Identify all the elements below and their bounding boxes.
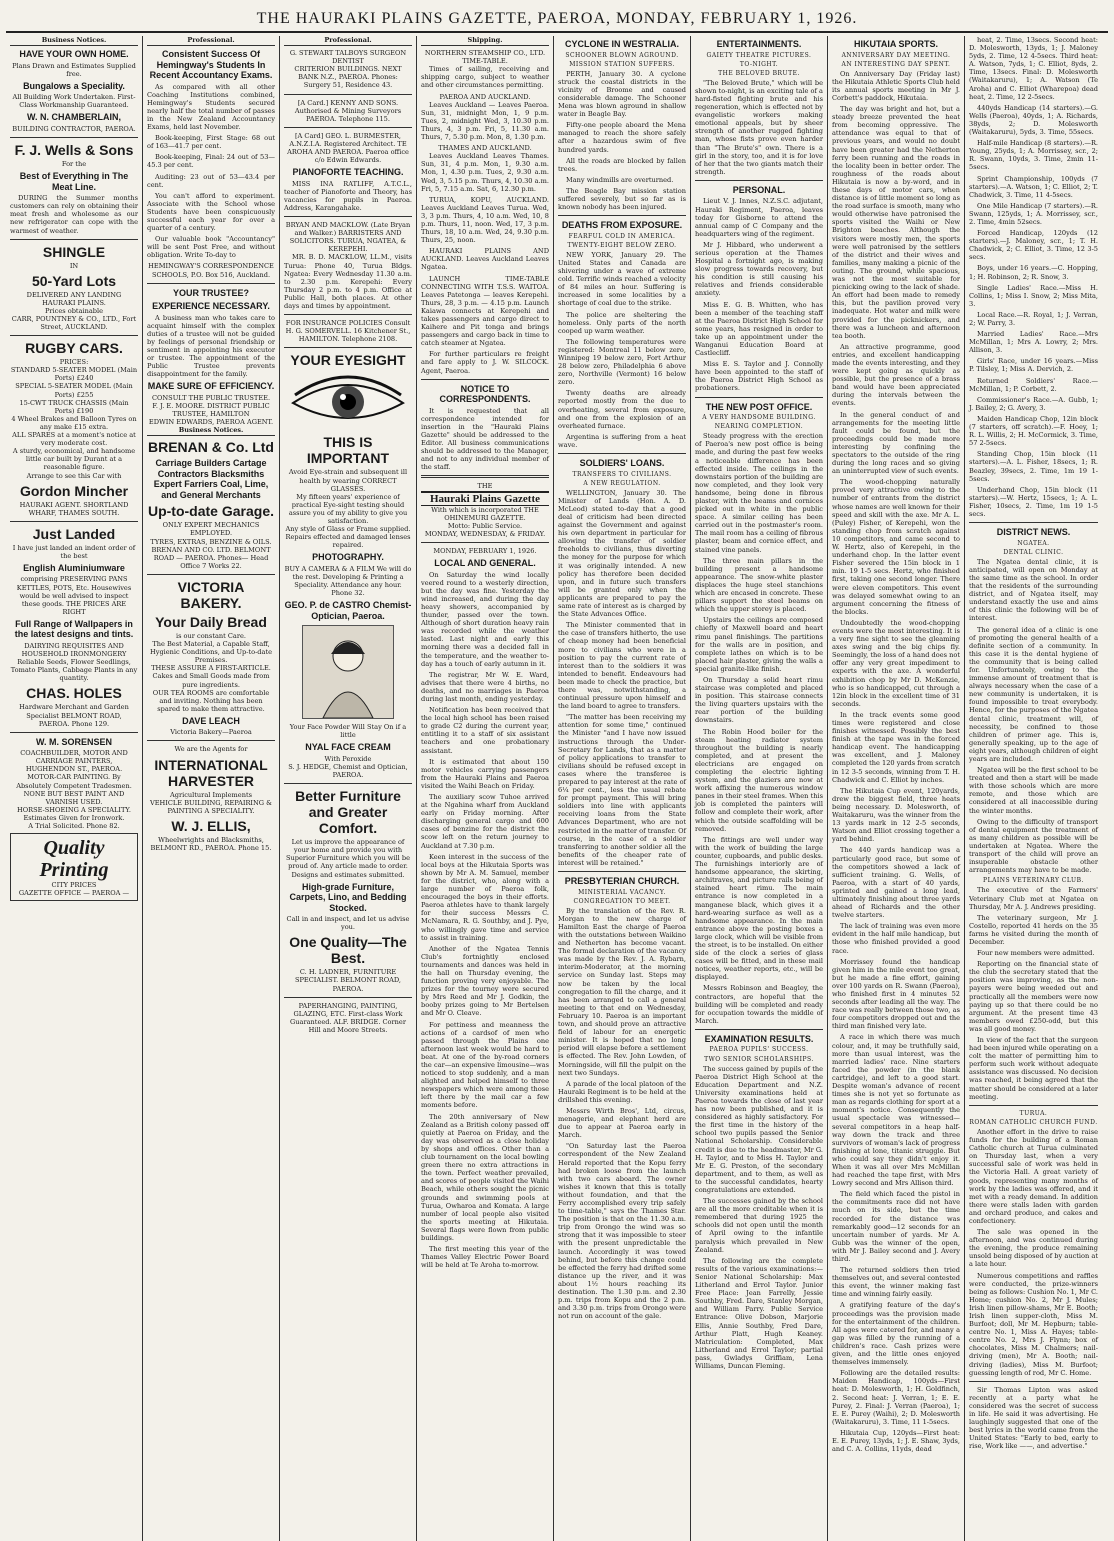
ad-text: HAURAKI AGENT. SHORTLAND WHARF, THAMES SOUTH. xyxy=(19,500,129,517)
article-text: Local Race.—R. Royal, 1; J. Verran, 2; W. Parry, 3. xyxy=(969,310,1098,327)
eye-illustration xyxy=(289,373,407,429)
ad-headline: Carriage Builders Cartage Contractors Blacksmiths Expert Farriers Coal, Lime, and General Merchants xyxy=(153,458,269,500)
article-text: Hikutaia Cup, 120yds—First heat: E. E. Purey, 13yds, 1; J. E. Shaw, 3yds, and C. A. Collins, 11yds, dead xyxy=(832,1428,960,1454)
lady-portrait-icon xyxy=(303,626,393,718)
article-text: "On Saturday last the Paeroa correspondent of the New Zealand Herald reported that the Kopu ferry had broken loose from the launch with two cars aboard. The owner wishes it known that this is totally without foundation, and that the Ferry accomplished every trip safely to time-table," says the Thames Star. The position is that on the 11.30 a.m. trip from Orongo the wind was so strong that it was impossible to steer with the present unpredictable the launch. Accordingly it was towed behind, but before this change could be effected the ferry had drifted some distance up the river, and it was about 1½ hours reaching its destination. The 1.30 p.m. and 2.30 p.m. trips from Kopu and the 2 p.m. and 3.30 p.m. trips from Orongo were not run on account of the gale. xyxy=(558,1142,686,1321)
article-subhead: SCHOONER BLOWN AGROUND. xyxy=(565,51,679,59)
article-text: Keen interest in the success of the local boys at the Hikutaia Sports was shown by Mr A. M. Samuel, member for the district, who, along with a large number of Paeroa folk, encouraged the boys in their efforts. Paeroa athletes have to thank largely for their success Messrs C. McNamara, R. G. Southby, and J. Pye, who willingly gave time and service to assist in training. xyxy=(421,852,549,942)
ad-text: FOR INSURANCE POLICIES Consult H. G. SOMERVELL. 16 Kitchener St., HAMILTON. Telephone 2108. xyxy=(285,319,411,344)
ad-text: comprising PRESERVING PANS KETTLES, POTS, Etc. Housewives would be well advised to inspect these goods. THE PRICES ARE RIGHT xyxy=(16,575,132,616)
ad-text: COACHBUILDER, MOTOR AND CARRIAGE PAINTERS, HUGHENDON ST., PAEROA. xyxy=(20,749,128,774)
article-text: Reporting on the financial state of the club the secretary stated that the position was improving, as the non-payers were being weeded out and practically all the members were now paying up so that there could be no argument. At the present time 43 members owed £250-odd, but this was all good money. xyxy=(969,960,1098,1033)
ad-text: HEMINGWAY'S CORRESPONDENCE SCHOOLS, P.O. Box 516, Auckland. xyxy=(148,262,274,279)
ad-text: Book-keeping, First Stage: 68 out of 163—41.7 per cent. xyxy=(147,134,275,151)
article-text: NEW YORK, January 29. The United States and Canada are shivering under a wave of extreme cold. Terrific winds reached a velocity of 84 miles an hour. Suffering is increased in some localities by a shortage of coal due to the strike. xyxy=(558,250,686,308)
article-text: The veterinary surgeon, Mr J. Costello, reported 41 herds on the 35 farms he visited during the month of December. xyxy=(969,913,1098,946)
column-professional-2 xyxy=(280,36,417,1541)
ad-headline: One Quality—The Best. xyxy=(289,934,407,967)
article-subhead: FEARFUL COLD IN AMERICA. xyxy=(568,232,676,240)
article-headline: CYCLONE IN WESTRALIA. xyxy=(565,39,679,49)
ad-text: Agricultural Implements xyxy=(169,790,252,799)
article-subhead: TRANSFERS TO CIVILIANS. xyxy=(572,470,672,478)
article-text: Following are the detailed results: Maiden Handicap, 100yds—First heat: D. Molesworth, 1; H. Goldfinch, 2. Second heat: J. Verran, 1; E. E. Purey, 2. Final: J. Verran (Paeroa), 1; E. E. Purey (Waihi), 2; D. Molesworth (Waitakaruru), 3. Time, 11 1-5secs. xyxy=(832,1369,960,1426)
ad-headline: W. M. SORENSEN xyxy=(35,736,112,747)
ad-text: MR. B. D. MACKLOW, LL.M., visits Turua: Phone 40, Turua Bldgs. Ngatea: Every Wednesday 11.30 a.m. to 2.30 p.m. Kerepehi: Every Thursday 2 p.m. to 4 p.m. Office at Public Hall, both places. At other days and times by appointment. xyxy=(284,253,412,311)
article-subhead: ANNIVERSARY DAY MEETING. xyxy=(841,51,951,59)
ad-headline: Gordon Mincher xyxy=(19,482,129,499)
ad-text: LAUNCH TIME-TABLE CONNECTING WITH T.S.S. WAITOA. Leaves Patetonga — leaves Kerepehi. Thurs, 28, 3 p.m. — 4.15 p.m. Launch Kaiawa connects at Kerepehi and takes passengers and cargo direct to Kaihere and Pit tonga and brings passengers and cargo back in time to catch steamer at Ngatea. xyxy=(421,274,549,348)
ad-headline: VICTORIA BAKERY. xyxy=(177,578,245,611)
ad-text: VEHICLE BUILDING, REPAIRING & PAINTING A SPECIALITY. xyxy=(149,798,273,815)
ad-text: Auditing: 23 out of 53—43.4 per cent. xyxy=(147,172,275,189)
article-text: The returned soldiers then tried themselves out, and several contested this event, the winner making fast time and winning fairly easily. xyxy=(832,1266,960,1299)
ad-headline: 50-Yard Lots xyxy=(31,272,117,289)
ad-text: Any style of Glass or Frame supplied. xyxy=(285,525,411,534)
article-text: Notification has been received that the local high school has been raised to grade C2 during the current year, entitling it to a staff of six assistant teachers and one probationary assistant. xyxy=(421,706,549,755)
article-subhead: GAIETY THEATRE PICTURES. xyxy=(706,51,812,59)
article-text: Sir Thomas Lipton was asked recently at a party what he considered was the secret of success in life. He said it was advertising. He laughingly suggested that one of the best lyrics in the world came from the United States: "Early to bed, early to rise, Work like ——, and advertise." xyxy=(969,1385,1098,1451)
article-text: The 20th anniversary of New Zealand as a British colony passed off quietly at Paeroa on Friday, and the day was observed as a close holiday by shops and offices. Other than a club tournament on the local bowling green there no extra attractions in the town. Perfect weather prevailed, and scores of people visited the Waihi Beach, while others sought the picnic grounds and swimming pools at Turua, Owharoa and Komata. A large number of local people also visited the sports meeting at Hikutaia. Several flags were flown from public buildings. xyxy=(421,1112,549,1242)
section-heading: Business Notices. xyxy=(147,426,275,436)
article-text: In the track events some good times were registered and close finishes witnessed. Possibly the best finish at the tape was in the forced handicap event. The handicapping was excellent, and J. Maloney completed the 120 yards from scratch in 12 3-5 seconds, winning from T. H. Chadwick and C. Elliot by inches. xyxy=(832,710,960,784)
column-professional xyxy=(143,36,280,1541)
article-text: heat, 2. Time, 13secs. Second heat: D. Molesworth, 13yds, 1; J. Maloney 5yds, 2. Time, 12 4-5secs. Third heat: A. Watson, 7yds, 1; C. Elliot, 8yds, 2. Time, 13secs. Final: D. Molesworth (Waitakaruru), 1; A. Watson (Te Aroha) and C. Elliot (Wharepoa) dead heat, 2. Time, 12 2-5secs. xyxy=(969,36,1098,101)
ad-text: All Building Work Undertaken. First-Class Workmanship Guaranteed. xyxy=(12,93,136,110)
article-text: Argentina is suffering from a heat wave. xyxy=(558,432,686,449)
article-text: An attractive programme, good entries, and excellent handicapping made the events interesting, and they were kept going as quickly as possible, but the presence of a brass band would have been appreciated during the intervals between the events. xyxy=(832,342,960,408)
article-text: On Anniversary Day (Friday last) the Hikutaia Athletic Sports Club held its annual sports meeting in Mr J. Corbett's paddock, Hikutaia. xyxy=(832,69,960,102)
masthead-line: With which is incorporated THE OHINEMURI GAZETTE. xyxy=(431,505,539,522)
ad-text: BRYAN AND MACKLOW. (Late Bryan and Walker.) BARRISTERS AND SOLICITORS. TURUA, NGATEA, & KEREPEHI. xyxy=(285,221,411,254)
article-text: Sprint Championship, 100yds (7 starters).—A. Watson, 1; C. Elliot, 2; T. Chadwick, 3. Time, 11 4-5secs. xyxy=(969,174,1098,199)
article-text: The first meeting this year of the Thames Valley Electric Power Board will be held at Te Aroha to-morrow. xyxy=(421,1245,549,1270)
article-subhead: A VERY HANDSOME BUILDING. xyxy=(702,414,816,422)
ad-text: My fifteen years' experience of practical Eye-sight testing should assure you of my ability to give you satisfaction. xyxy=(288,492,408,525)
article-text: Underhand Chop, 15in block (11 starters).—W. Hertz, 15secs, 1; A. L. Fisher, 10secs, 2. Time, 1m 19 1-5 secs. xyxy=(969,485,1098,518)
ad-text: ALL SPARES at a moment's notice at very moderate cost. xyxy=(12,431,136,448)
ad-text: Leaves Auckland — Leaves Paeroa. Sun, 31, midnight Mon, 1, 9 p.m. Tues, 2, midnight Wed, 3, 10.30 p.m. Thurs, 4, 3 p.m. Fri, 5, 11.30 a.m. Thurs, 7, 5.30 p.m. Mon, 8, 1.30 p.m. xyxy=(421,100,549,142)
ad-text: You can't afford to experiment. Associate with the School whose Students have been conspicuously successful each year for over a quarter of a century. xyxy=(147,191,275,233)
article-text: On Thursday a solid heart rimu staircase was completed and placed in position. This staircase connects the living quarters upstairs with the rear portion of the building downstairs. xyxy=(695,675,823,725)
article-text: A gratifying feature of the day's proceedings was the provision made for the entertainment of the children. All ages were catered for, and many a gap was filled by the running of a children's race. Cash prizes were given, and the little ones enjoyed themselves immensely. xyxy=(832,1301,960,1367)
article-text: 440yds Handicap (14 starters).—G. Wells (Paeroa), 40yds, 1; A. Richards, 38yds, 2; D. Molesworth (Waitakaruru), 5yds, 3. Time, 55secs. xyxy=(969,103,1098,137)
ad-headline: GEO. P. de CASTRO Chemist-Optician, Paeroa. xyxy=(284,600,412,621)
article-subhead: THE BELOVED BRUTE. xyxy=(718,69,800,77)
column-entertainments xyxy=(691,36,828,1541)
page-masthead: THE HAURAKI PLAINS GAZETTE, PAEROA, MONDAY, FEBRUARY 1, 1926. xyxy=(6,6,1108,33)
ad-text: With Peroxide xyxy=(324,754,372,763)
article-text: Morrissey found the handicap given him in the mile event too great, but he made a fine effort, gaining over 100 yards on R. Swann (Paeroa), who finished first in 4 minutes 52 seconds after leading all the way. The race was really between those two, as four competitors dropped out and the third man finished very late. xyxy=(832,957,960,1031)
article-headline: DEATHS FROM EXPOSURE. xyxy=(561,220,683,231)
article-text: The registrar, Mr W. E. Ward, advises that there were 4 births, no deaths, and no marriages in Paeroa during last month, ending yesterday. xyxy=(421,670,549,703)
article-subhead: TWENTY-EIGHT BELOW ZERO. xyxy=(567,241,677,249)
section-heading: Professional. xyxy=(284,36,412,46)
ad-text: CONSULT THE PUBLIC TRUSTEE. xyxy=(151,393,271,402)
masthead-line: THE xyxy=(477,482,493,491)
ad-headline: BRENAN & Co. Ltd xyxy=(148,439,274,456)
article-subhead: MINISTERIAL VACANCY. xyxy=(578,888,666,896)
ad-text: Prices obtainable xyxy=(44,306,104,315)
section-heading: Shipping. xyxy=(421,36,549,46)
ad-text: PAEROA AND AUCKLAND. xyxy=(439,92,531,101)
masthead-line: Motto: Public Service. xyxy=(447,521,523,530)
ad-text: DAIRYING REQUISITES AND HOUSEHOLD IRONMONGERY Reliable Seeds, Flower Seedlings, Tomato Plants, Cabbage Plants in any quantity. xyxy=(10,641,138,683)
columns xyxy=(6,36,1108,1541)
article-text: Boys, under 16 years.—C. Hopping, 1; H. Robinson, 2; R. Snow, 3. xyxy=(969,264,1098,281)
article-text: The Ngatea dental clinic, it is anticipated, will open on Monday at the same time as the school. In order that the residents of the surrounding district, and of Ngatea itself, may understand exactly the use and aims of this clinic the following will be of interest. xyxy=(969,557,1098,623)
ad-text: The Best Material, a Capable Staff, Hygienic Conditions, and Up-to-date Premises. xyxy=(149,640,273,665)
ad-headline: Your Daily Bread xyxy=(155,613,267,630)
article-text: Owing to the difficulty of transport of dental equipment the treatment of as many children as possible will be undertaken at Ngatea. Where the transport of the child will prove an insuperable obstacle other arrangements may have to be made. xyxy=(969,817,1098,875)
ad-headline: CHAS. HOLES xyxy=(26,685,122,702)
article-text: Ngatea will be the first school to be treated and then a start will be made with those schools which are more remote, and those which are considered at all inaccessible during the winter months. xyxy=(969,766,1098,815)
article-text: The 440 yards handicap was a particularly good race, but some of the competitors showed a lack of sufficient training. G. Wells, of Paeroa, with a start of 40 yards, sprinted and gained a long lead, ultimately finishing about three yards ahead of Richards and the other twelve starters. xyxy=(832,846,960,920)
section-headline: NOTICE TO CORRESPONDENTS. xyxy=(439,383,531,405)
ad-text: TURUA, KOPU, AUCKLAND. Leaves Auckland Leaves Turua. Wed, 3, 3 p.m. Thurs, 4, 10 a.m. Wed, 10, 8 p.m. Thurs, 11, noon. Wed, 17, 3 p.m. Thurs, 18, 10 a.m. Wed, 24, 9.30 p.m. Thurs, 25, noon. xyxy=(421,195,549,245)
ad-text: THAMES AND AUCKLAND. xyxy=(438,144,532,153)
article-text: The following temperatures were registered: Montreal 11 below zero, Winnipeg 19 below zero, Fort Arthur 28 below zero, Philadelphia 6 above zero, Northville (Vermont) 16 below zero. xyxy=(558,337,686,387)
article-text: For pettiness and meanness the actions of a cardsof of men who passed through the Plains one afternoon last week would be hard to beat. At one of the by-road corners the car—an expensive limousine—was noticed to stop suddenly, and a man alighted and helped himself to three newspapers which were among those left there by the mail car a few moments before. xyxy=(421,1020,549,1110)
article-text: The executive of the Farmers' Veterinary Club met at Ngatea on Thursday, Mr A. J. Andrews presiding. xyxy=(969,886,1098,911)
ad-headline: INTERNATIONAL HARVESTER xyxy=(154,756,268,789)
ad-headline: YOUR TRUSTEE? xyxy=(172,287,249,298)
ad-text: is our constant Care. xyxy=(175,631,247,640)
article-headline: ENTERTAINMENTS. xyxy=(716,39,802,49)
article-text: Four new members were admitted. xyxy=(977,949,1095,958)
article-subhead: CONGREGATION TO MEET. xyxy=(573,897,671,905)
article-text: Many windmills are overturned. xyxy=(566,175,674,184)
ad-headline: English Aluminiumware xyxy=(23,562,125,573)
article-subhead: PAEROA PUPILS' SUCCESS. xyxy=(709,1046,809,1054)
ad-text: TIME-TABLE. xyxy=(462,57,508,66)
section-heading: Professional. xyxy=(147,36,275,46)
article-text: Numerous competitions and raffles were conducted, the prize-winners being as follows: Cushion No. 1, Mr C. Home; cushion No. 2, Mr J. Mules; Irish linen pillow-shams, Mr E. Booth; Irish linen supper-cloth, Miss M. Burfoot; doll, Mr M. Hepburn; table-centre No. 1, Miss A. Hayes; table-centre No. 2, Mrs J. Flynn; box of chocolates, Miss M. Chalmers; nail-driving (men), Mr A. Booth; nail-driving (ladies), Miss M. Burfoot; guessing length of rod, Mr C. Home. xyxy=(969,1271,1098,1377)
ad-text: Wheelwrights and Blacksmiths, BELMONT RD., PAEROA. Phone 15. xyxy=(150,835,272,852)
article-text: The Beagle Bay mission station suffered severely, but so far as is known nobody has been injured. xyxy=(558,186,686,212)
article-subhead: TWO SENIOR SCHOLARSHIPS. xyxy=(704,1055,814,1063)
article-text: The Hikutaia Cup event, 120yards, drew the biggest field, three heats being necessary. D. Molesworth, of Waitakaruru, was the winner from the 13 yards mark in 12 2-5 seconds, Watson and Elliot crossing together a yard behind. xyxy=(832,786,960,844)
article-text: Another of the Ngatea Tennis Club's fortnightly enclosed tournaments and dances was held in the hall on Thursday evening, the function proving very enjoyable. The prizes for the tourney were secured by Mrs Reed and Mr J. Godkin, the booby prizes going to Mr Bertelsen and Mr O. Cleave. xyxy=(421,944,549,1018)
article-text: By the translation of the Rev. R. Morgan to the new charge of Hamilton East the charge of Paeroa with the outstations between Waikino and Netherton has become vacant. The formal declaration of the vacancy was made by the Rev. J. A. Rybarn, interim-Moderator, at the morning service on Sunday last. Steps may now be taken by the local congregation to fill the charge, and it has been arranged to call a general meeting to that end on Wednesday, February 10. Paeroa is an important town, and should prove an attractive field of labour for an energetic minister. It is hoped that no long period will elapse before a settlement is effected. The Rev. John Lowden, of Morningside, will fill the pulpit on the next two Sundays. xyxy=(558,906,686,1077)
article-text: The fittings are well under way with the work of building the large counter, cupboards, and public desks. The furnishings interiorly are of handsome appearance, the skirting, architraves, and picture rails being of stained heart rimu. The main entrance is now completed in a manganese black, which gives it a hard-wearing surface as well as a handsome appearance. In the main entrance above the posting boxes a large clock, which will be visible from the street, is to be installed. On either side of the clock a series of glass cases will be fitted, and in these mail notices, weather reports, etc., will be displayed. xyxy=(695,835,823,982)
article-text: Standing Chop, 15in block (11 starters).—A. L. Fisher, 18secs, 1; R. Beazley, 39secs, 2. Time, 1m 19 1-5secs. xyxy=(969,450,1098,483)
ad-text: Victoria Bakery—Paeroa xyxy=(170,728,252,737)
ad-text: For the xyxy=(61,160,87,169)
ad-text: ONLY EXPERT MECHANICS EMPLOYED. xyxy=(162,521,260,538)
article-subhead: TURUA. xyxy=(1019,1109,1048,1117)
ad-text: SPECIAL 5-SEATER MODEL (Main Ports) £255 xyxy=(15,382,133,399)
article-text: The successes gained by the school are all the more creditable when it is remembered that during 1925 the schools did not open until the month of April owing to the infantile paralysis which prevailed in New Zealand. xyxy=(695,1197,823,1254)
article-text: It is requested that all correspondence intended for insertion in the "Hauraki Plains Gazette" should be addressed to the Editor. All business communications should be addressed to the Manager, and not to any individual member of the staff. xyxy=(421,406,549,472)
article-text: Miss E. S. Taylor and J. Connolly have been appointed to the staff of the Paeroa District High School as probationers. xyxy=(695,360,823,393)
article-subhead: TO-NIGHT. xyxy=(739,60,779,68)
ad-text: A sturdy, economical, and handsome little car built by Durant at a reasonable figure. xyxy=(12,447,136,472)
article-text: The three main pillars in the building present a handsome appearance. The snow-white plaster displaces the huge steel stanchions which are encased in concrete. These pillars support the steel beams on which the upper storey is placed. xyxy=(695,556,823,614)
article-text: Half-mile Handicap (8 starters).—R. Young, 25yds, 1; A. Morrissey, scr., 2; R. Swann, 10yds, 3. Time, 2min 11-5secs. xyxy=(969,139,1098,172)
article-text: "The Beloved Brute," which will be shown to-night, is an exciting tale of a hard-fisted fighting brute and his regeneration, which is effected not by evangelistic workers making emotional appeals, but by sheer strength of another rugged fighting man, whose fists prove even harder than "The Brute's" own. There is a girl in the story, too, and it is for love of her that the two giants match their strength. xyxy=(695,78,823,176)
ad-text: C. H. LADNER, FURNITURE SPECIALIST. BELMONT ROAD, PAEROA. xyxy=(294,968,402,993)
article-text: All the roads are blocked by fallen trees. xyxy=(558,156,686,173)
article-text: The field which faced the pistol in the commitments race did not have much on its side, but the time recorded for the distance was remarkably good—12 seconds for an uncertain number of yards. Mr A. Gubb was the winner of the open, with Mr J. Bailey second and J. Avery third. xyxy=(832,1190,960,1263)
article-text: On Saturday the wind locally veered round to a westerly direction, but the day was fine. Yesterday the wind increased, and during the day heavy showers, accompanied by thunder, passed over the town. Although of short duration heavy rain was recorded while the weather lasted. Last night and early this morning there was a decided fall in the temperature, and the weather to-day has a touch of early autumn in it. xyxy=(421,570,549,668)
article-text: Single Ladies' Race.—Miss H. Collins, 1; Miss I. Snow, 2; Miss Mita, 3. xyxy=(969,283,1098,308)
article-text: Undoubtedly the wood-chopping events were the most interesting. It is a very fine sight to see the gleaming axes swing and the big chips fly. Seemingly, the loss of a hand does not offer any very great impediment to experts with the axe. A wonderful exhibition chop by Mr D. McKenzie, who is so handicapped, cut through a 12in block in the excellent time of 31 seconds. xyxy=(832,618,960,708)
article-headline: THE NEW POST OFFICE. xyxy=(705,401,813,412)
ad-headline: YOUR EYESIGHT xyxy=(290,352,406,369)
ad-headline: Better Furniture and Greater Comfort. xyxy=(295,788,401,837)
article-headline: DISTRICT NEWS. xyxy=(996,527,1071,538)
ad-text: PAPERHANGING, PAINTING, GLAZING, ETC. First-class Work Guaranteed. ALF. BRIDGE. Corner Hill and Moore Streets. xyxy=(290,1001,406,1034)
section-headline: LOCAL AND GENERAL. xyxy=(434,558,536,569)
column-news xyxy=(554,36,691,1541)
article-text: The auxiliary scow Tuhoe arrived at the Ngahina wharf from Auckland early on Friday morning. After discharging general cargo and 600 cases of benzine for the district the scow left on the return journey to Auckland at 7.30 p.m. xyxy=(421,793,549,850)
ad-text: Hardware Merchant and Garden Specialist BELMONT ROAD, PAEROA. Phone 129. xyxy=(19,703,129,728)
article-text: The following are the complete results of the various examinations:— Senior National Scholarship: Max Litherland and Errol Taylor. Junior Free Place: Jean Farrelly, Jessie Southby, Fred. Dare, Stanley Morgan, and William Parry. Public Service Entrance: Olive Dobson, Marjorie Ellis, Annie Southby, Fred Dare, Arthur Platt, Hugh Keaney. Matriculation: Completed, Max Litherland and Errol Taylor; partial pass, Gwladys Griffiam, Lena Williams, Duncan Fleming. xyxy=(695,1256,823,1370)
ad-text: THESE ASSURE A FIRST-ARTICLE. xyxy=(151,664,271,673)
ad-headline: RUGBY CARS. xyxy=(25,340,123,357)
masthead-line: MONDAY, FEBRUARY 1, 1926. xyxy=(433,546,537,555)
ad-text: A business man who takes care to acquaint himself with the complex duties of a trustee will not be guided by feelings of personal friendship or sentiment in appointing his executor or trustee. The appointment of the Public Trustee prevents disappointment for the family. xyxy=(147,313,275,379)
article-text: Messrs Robinson and Beagley, the contractors, are hopeful that the building will be completed and ready for occupation towards the middle of March. xyxy=(695,984,823,1025)
ad-headline: HAVE YOUR OWN HOME. xyxy=(19,49,129,60)
ad-text: Plans Drawn and Estimates Supplied free. xyxy=(12,61,136,78)
ad-text: I have just landed an indent order of the best xyxy=(12,543,136,560)
ad-text: We are the Agents for xyxy=(174,745,248,754)
article-text: Returned Soldiers' Race.—McMillan, 1; P. Corbett, 2. xyxy=(969,376,1098,393)
masthead-line: MONDAY, WEDNESDAY, & FRIDAY. xyxy=(424,529,546,538)
column-sports xyxy=(828,36,965,1541)
article-text: Mr J. Hibbard, who underwent a serious operation at the Thames Hospital a fortnight ago, is making slow progress towards recovery, but his condition is still causing his relatives and friends considerable anxiety. xyxy=(695,240,823,298)
article-text: In the general conduct of and arrangements for the meeting little fault could be found, but the proceedings could be made more interesting by confining the spectators to the outside of the ring during the long races and so giving an uninterrupted view of such events. xyxy=(832,410,960,476)
ad-text: HORSE-SHOEING A SPECIALITY. xyxy=(16,805,132,814)
article-text: Upstairs the ceilings are composed chiefly of Maxwell board and heart rimu panel finishings. The partitions for the walls are in position, and complete lathes on which is to be placed hair plaster, giving the walls a special granite-like finish. xyxy=(695,616,823,673)
article-text: It is estimated that about 150 motor vehicles carrying passengers from the Hauraki Plains and Paeroa visited the Waihi Beach on Friday. xyxy=(421,757,549,790)
ad-text: IN xyxy=(69,261,79,270)
ad-text: PRICES: xyxy=(59,358,89,367)
ad-text: Cakes and Small Goods made from pure ingredients. xyxy=(152,672,270,689)
article-headline: PERSONAL. xyxy=(732,184,786,195)
ad-text: HAURAKI PLAINS AND AUCKLAND. Leaves Auckland Leaves Ngatea. xyxy=(421,247,549,272)
ad-text: NONE BUT BEST PAINT AND VARNISH USED. xyxy=(23,789,125,806)
paper-logo: Hauraki Plains Gazette xyxy=(421,491,549,506)
ad-text: For further particulars re freight and fare apply to J. W. SILCOCK. Agent, Paeroa. xyxy=(421,350,549,375)
article-subhead: A NEW REGULATION. xyxy=(583,479,661,487)
article-text: The Minister commented that in the case of transfers hitherto, the use of cheap money had been beneficial more to civilians who were in a position to pay the current rate of interest than to the soldiers it was intended to benefit. Endeavours had been made to check the practice, but there was, notwithstanding, a continual pressure upon himself and the land board to agree to transfers. xyxy=(558,621,686,711)
column-shipping-local xyxy=(417,36,554,1541)
column-district-news xyxy=(965,36,1102,1541)
article-text: Twenty deaths are already reported mostly from the due to overheating, several from exposure, and one from the explosion of an overheated furnace. xyxy=(558,389,686,430)
article-subhead: DENTAL CLINIC. xyxy=(1003,548,1064,556)
ad-headline: Full Range of Wallpapers in the latest designs and tints. xyxy=(14,618,134,640)
ad-text: BRENAN AND CO. LTD. BELMONT ROAD — PAEROA. Phones— Head Office 7 Works 22. xyxy=(151,545,271,570)
ad-text: [A Card] GEO. L. BURMESTER, A.N.Z.I.A. Registered Architect. TE AROHA AND PAEROA. Paeroa office c/o Edwin Edwards. xyxy=(287,131,409,165)
ad-text: STANDARD 5-SEATER MODEL (Main Ports) £240 xyxy=(10,366,138,383)
eye-icon xyxy=(289,373,407,429)
article-text: WELLINGTON, January 30. The Minister of Lands (Hon. A. D. McLeod) stated to-day that a good deal of criticism had been directed against the Government and against his own department in particular for allowing the transfer of soldier freeholds to civilians, thus diverting the money for the purpose for which it was originally intended. A new policy has therefore been decided upon, and in future such transfers will be granted only when the applicants are prepared to pay the same rate of interest as is charged by the State Advances Office. xyxy=(558,488,686,619)
ad-headline: SHINGLE xyxy=(42,243,106,260)
ad-headline: PIANOFORTE TEACHING. xyxy=(292,167,404,178)
article-text: A race in which there was much colour, and, it may be truthfully said, more than usual interest, was the married ladies' race. Nine starters faced the powder (in the blank cartridge), and left to a good start. Despite woman's advance of recent times she is not yet so fortunate as man as regards clothing for sport at a moment's notice. Consequently the usual spectacle was witnessed—several competitors in a heap half-way down the track and three survivors of woman's lack of progress finishing at lone, titanic struggle. But who could say they didn't enjoy it. When it was all over Mrs McMillan had reached the tape first, with Mrs Lowry second and Mrs Allison third. xyxy=(832,1033,960,1188)
article-text: Forced Handicap, 120yds (12 starters).—J. Maloney, scr., 1; T. H. Chadwick, 2; C. Elliot, 3. Time, 12 3-5 secs. xyxy=(969,229,1098,262)
article-text: Steady progress with the erection of Paeroa's new post office is being made, and during the past few weeks a noticeable difference has been effected inside. The ceilings in the downstairs portion of the building are now completed, and they look very handsome, being done in fibrous plaster, with the beams and cornices picked out in white in the public space. A similar ceiling has been carried out in the postmaster's room. The mail room has a ceiling of fibrous plaster, beam and cornice effect, and stained vine panels. xyxy=(695,432,823,554)
ad-text: TYRES, EXTRAS, BENZINE & OILS. xyxy=(150,537,272,546)
article-text: Maiden Handicap Chop, 12in block (7 starters, off scratch).—F. Hoey, 1; R. L. Willis, 2; H. McCormick, 3. Time, 57 2-5secs. xyxy=(969,414,1098,448)
ad-text: MOTOR-CAR PAINTING. By Absolutely Competent Tradesmen. xyxy=(16,773,132,790)
article-text: The sale was opened in the afternoon, and was continued during the evening, the produce remaining unsold being disposed of by auction at a late hour. xyxy=(969,1228,1098,1269)
ad-text: CRITERION BUILDINGS. NEXT BANK N.Z., PAEROA. Phones: Surgery 51, Residence 43. xyxy=(294,65,402,90)
article-headline: EXAMINATION RESULTS. xyxy=(704,1033,814,1044)
article-text: In view of the fact that the surgeon had been injured while operating on a colt the matter of permitting him to perform such work without adequate assistance was discussed. No decision was reached, it being agreed that the matter should be considered at a later meeting. xyxy=(969,1036,1098,1101)
ad-headline: MAKE SURE OF EFFICIENCY. xyxy=(147,381,275,392)
ad-text: A Trial Solicited. Phone 82. xyxy=(28,822,120,831)
article-text: Another effort in the drive to raise funds for the building of a Roman Catholic church at Turua culminated on Thursday last, when a very successful sale of work was held in the Victoria Hall. A great variety of goods, representing many months of work by the ladies was offered, and it met with a ready demand. In addition there were stalls laden with garden and orchard produce, and cakes and confectionery. xyxy=(969,1127,1098,1225)
ad-text: [A Card.] KENNY AND SONS. Authorised & Mining Surveyors PAEROA. Telephone 115. xyxy=(294,98,402,123)
ad-headline: Quality Printing xyxy=(39,837,109,882)
article-headline: PRESBYTERIAN CHURCH. xyxy=(564,876,680,887)
ad-text: Leaves Auckland Leaves Thames. Sun, 31, 4 p.m. Mon, 1, 9.30 a.m. Mon, 1, 4.30 p.m. Tues, 2, 9.30 a.m. Wed, 3, 5.15 p.m. Thurs, 4, 10.30 a.m. Fri, 5, 7.15 a.m. Sat, 6, 12.30 p.m. xyxy=(421,152,549,193)
article-text: The wood-chopping naturally proved very attractive owing to the number of entrants from the district whose names are well known for their speed and skill with the axe. Mr A. L. (Puley) Fisher, of Kerepehi, won the standing chop from scratch against 10 competitors, and came second to W. Hertz, also of Kerepehi, in the underhand chop. In the latter event Fisher severed the 15in block in 1 min. 19 1-5 secs. Hertz, who finished first, taking one second longer. There were eleven competitors. This event was delayed somewhat owing to an argument concerning the fitness of the blocks. xyxy=(832,478,960,616)
ad-text: OUR TEA ROOMS are comfortable and inviting. Nothing has been spared to make them attractive. xyxy=(152,688,270,713)
ad-headline: Best of Everything in The Meat Line. xyxy=(19,171,129,192)
ad-headline: DAVE LEACH xyxy=(182,715,240,726)
article-subhead: AN INTERESTING DAY SPENT. xyxy=(841,60,951,68)
article-subhead: MISSION STATION SUFFERS. xyxy=(569,60,675,68)
article-text: "The matter has been receiving my attention for some time," continued the Minister "and I have now issued instructions through the Under-Secretary for Lands, that as a matter of policy applications to transfer to civilians should be refused except in cases where the transferee is prepared to pay interest at the rate of 6¼ per cent., less the usual rebate for prompt payment. This will bring soldiers into line with applicants receiving loans from the State Advances Department, who are not restricted in the matter of transfer. Of course, in the case of a soldier transferring to another soldier all the benefits of the cheaper rate of interest will be retained." xyxy=(558,713,686,867)
ad-text: MISS INA RATLIFF, A.T.C.L., teacher of Pianoforte and Theory, has vacancies for pupils in Paeroa. Address, Karangahake. xyxy=(284,179,412,212)
article-text: Girls' Race, under 16 years.—Miss P. Tilsley, 1; Miss A. Dervich, 2. xyxy=(969,357,1098,374)
ad-text: Call in and inspect, and let us advise you. xyxy=(286,915,410,932)
ad-headline: F. J. Wells & Sons xyxy=(14,142,134,159)
article-text: Lieut V. J. Innes, N.Z.S.C. adjutant, Hauraki Regiment, Paeroa, leaves today for Gisborne to attend the annual camp of C Company and the headquarters wing of the regiment. xyxy=(695,197,823,238)
ad-text: 4 Wheel Brakes and Balloon Tyres on any make £15 extra. xyxy=(11,414,137,431)
ad-text: Times of sailing, receiving and shipping cargo, subject to weather and other circumstances permitting. xyxy=(421,65,549,90)
ad-text: Arrange to see this Car with xyxy=(26,471,122,480)
ad-text: DELIVERED ANY LANDING HAURAKI PLAINS. xyxy=(26,290,122,307)
article-text: The success gained by pupils of the Paeroa District High School at the Education Department and N.Z. University examinations held at Paeroa towards the close of last year has now been published, and it is considered as highly satisfactory. For the first time in the history of the school two pupils passed the Senior National Scholarship. Considerable credit is due to the headmaster, Mr G. H. Taylor, and to Miss H. Taylor and Mr E. G. Preston, of the secondary department, and to them, as well as to the successful candidates, hearty congratulations are extended. xyxy=(695,1064,823,1194)
article-text: Married Ladies' Race.—Mrs McMillan, 1; Mrs A. Lowry, 2; Mrs. Allison, 3. xyxy=(969,330,1098,355)
article-text: A parade of the local platoon of the Hauraki Regiment is to be held at the drillshed this evening. xyxy=(558,1079,686,1104)
article-text: The lack of training was even more evident in the half mile handicap, but those who finished provided a good race. xyxy=(832,922,960,955)
ad-text: CARR, POUNTNEY & CO., LTD., Fort Street, AUCKLAND. xyxy=(11,315,137,332)
ad-headline: THIS IS IMPORTANT xyxy=(306,434,390,467)
article-text: Messrs Wirth Bros', Ltd, circus, menagerie, and elephant herd are due to appear at Paeroa early in March. xyxy=(558,1106,686,1140)
ad-headline: Just Landed xyxy=(32,525,116,542)
ad-headline: W. N. CHAMBERLAIN, xyxy=(27,112,121,123)
article-text: Fifty-one people aboard the Mena managed to reach the shore safely after a hazardous swim of five hundred yards. xyxy=(558,121,686,154)
ad-text: Our valuable book "Accountancy" will be sent Post Free, and without obligation. Write To-day to xyxy=(147,235,275,260)
ad-text: S. J. HEDGE, Chemist and Optician, PAEROA. xyxy=(288,763,408,780)
ad-headline: NYAL FACE CREAM xyxy=(305,742,391,753)
ad-headline: EXPERIENCE NECESSARY. xyxy=(152,301,270,312)
ad-text: G. STEWART TALBOYS SURGEON DENTIST xyxy=(289,49,407,66)
ad-text: DURING the Summer months customers can rely on obtaining their meat fresh and wholesome as our new refrigerator can cope with the warmest of weather. xyxy=(10,194,138,235)
ad-text: Book-keeping, Final: 24 out of 53—45.3 per cent. xyxy=(147,153,275,170)
article-subhead: NEARING COMPLETION. xyxy=(714,423,804,431)
article-text: The Robin Hood boiler for the steam heating radiator system throughout the building is nearly completed, and at present the electricians are engaged on completing the electric lighting system, and the glaziers are now at work affixing the numerous window panes in their steel frames. When this job is completed the painters will follow and complete their work, after which the outside scaffolding will be removed. xyxy=(695,727,823,833)
ad-headline: Consistent Success Of Hemingway's Students In Recent Accountancy Exams. xyxy=(149,49,273,81)
ad-text: CITY PRICES xyxy=(51,881,97,890)
ad-text: Repairs effected and damaged lenses repaired. xyxy=(285,533,411,550)
article-text: The day was bright and hot, but a steady breeze prevented the heat from becoming oppressive. The attendance was equal to that of previous years, and would no doubt have been greater had the Netherton ferry been running and the roads in the locality been in better order. The roughness of the roads about Hikutaia is now a by-word, and in these days of motor cars, when distance is of little moment so long as the road surface is smooth, many who would otherwise have patronised the sports visited the Waihi or New Brighton beaches. Although the visitors were mostly men, the sports were well patronised by the settlers of the district and their wives and families, many making a picnic of the outing. The ground, while spacious, was not the most suitable for picnicking owing to the lack of shade. An effort had been made to remedy this, but the pavilion proved very inadequate. Hot water and milk were provided for the picknickers, and there was a luncheon and afternoon tea booth. xyxy=(832,105,960,340)
ad-text: NORTHERN STEAMSHIP CO., LTD. xyxy=(424,49,546,58)
ad-text: Avoid Eye-strain and subsequent ill health by wearing CORRECT GLASSES. xyxy=(288,468,408,493)
ad-text: GAZETTE OFFICE — PAEROA — xyxy=(18,889,130,898)
ad-text: EDWIN EDWARDS, PAEROA AGENT. xyxy=(148,418,274,427)
ad-text: Estimates Given for Ironwork. xyxy=(23,813,125,822)
article-text: Miss E. G. B. Whitten, who has been a member of the teaching staff at the Paeroa District High School for some years, has resigned in order to take up an appointment under the Wanganui Education Board at Castlecliff. xyxy=(695,300,823,358)
article-text: PERTH, January 30. A cyclone struck the coastal districts in the vicinity of Broome and caused considerable damage. The Schooner Mena was blown aground in shallow water in Beagle Bay. xyxy=(558,69,686,119)
article-text: Commissioner's Race.—A. Gubb, 1; J. Bailey, 2; G. Avery, 3. xyxy=(969,395,1098,412)
article-headline: HIKUTAIA SPORTS. xyxy=(853,39,938,49)
ad-headline: High-grade Furniture, Carpets, Lino, and Bedding Stocked. xyxy=(289,881,407,913)
ad-text: Let us improve the appearance of your home and provide you with Superior Furniture which you will be proud of. Any article made to order. Designs and estimates submitted. xyxy=(285,838,410,879)
ad-text: BUY A CAMERA & A FILM We will do the rest. Developing & Printing a Speciality. Attendance any hour. Phone 32. xyxy=(284,564,412,598)
ad-text: BUILDING CONTRACTOR, PAEROA. xyxy=(12,124,136,133)
ad-text: Your Face Powder Will Stay On if a little xyxy=(289,723,407,740)
ad-text: 15-CWT TRUCK CHASSIS (Main Ports) £190 xyxy=(19,398,129,415)
ad-headline: W. J. ELLIS, xyxy=(171,817,251,834)
section-heading: Business Notices. xyxy=(10,36,138,46)
article-text: The general idea of a clinic is one of promoting the general health of a definite section of a community. In this case it is the dental hygiene of the community that is being called for. Unfortunately, owing to the immense amount of treatment that is always necessary when the case of a new community is undertaken, it is found impossible to treat everybody. Hence, for the purposes of the Ngatea dental clinic, treatment will, of necessity, be confined to those children of primer age. This is, generally speaking, up to the age of eight years, although children of eight years are included. xyxy=(969,625,1098,763)
column-business-notices xyxy=(6,36,143,1541)
article-subhead: ROMAN CATHOLIC CHURCH FUND. xyxy=(969,1118,1098,1126)
article-text: One Mile Handicap (7 starters).—R. Swann, 125yds, 1; A. Morrissey, scr., 2. Time, 4min 52secs. xyxy=(969,201,1098,226)
ad-headline: Up-to-date Garage. xyxy=(147,503,274,520)
article-text: The police are sheltering the homeless. Only parts of the north cooped up warm weather. xyxy=(558,310,686,335)
ad-headline: Bungalows a Speciality. xyxy=(23,80,125,91)
ad-text: F. J. E. MOORE. DISTRICT PUBLIC TRUSTEE, HAMILTON xyxy=(152,402,270,419)
ad-headline: PHOTOGRAPHY. xyxy=(312,552,384,563)
ad-text: As compared with all other Coaching Institutions combined, Hemingway's Students secured nearly half the total number of passes in the New Zealand Accountancy Exams, held last November. xyxy=(147,82,275,132)
article-subhead: NGATEA. xyxy=(1017,539,1050,547)
lady-illustration xyxy=(302,625,394,719)
article-headline: SOLDIERS' LOANS. xyxy=(579,458,665,469)
article-subhead: PLAINS VETERINARY CLUB. xyxy=(983,877,1084,885)
